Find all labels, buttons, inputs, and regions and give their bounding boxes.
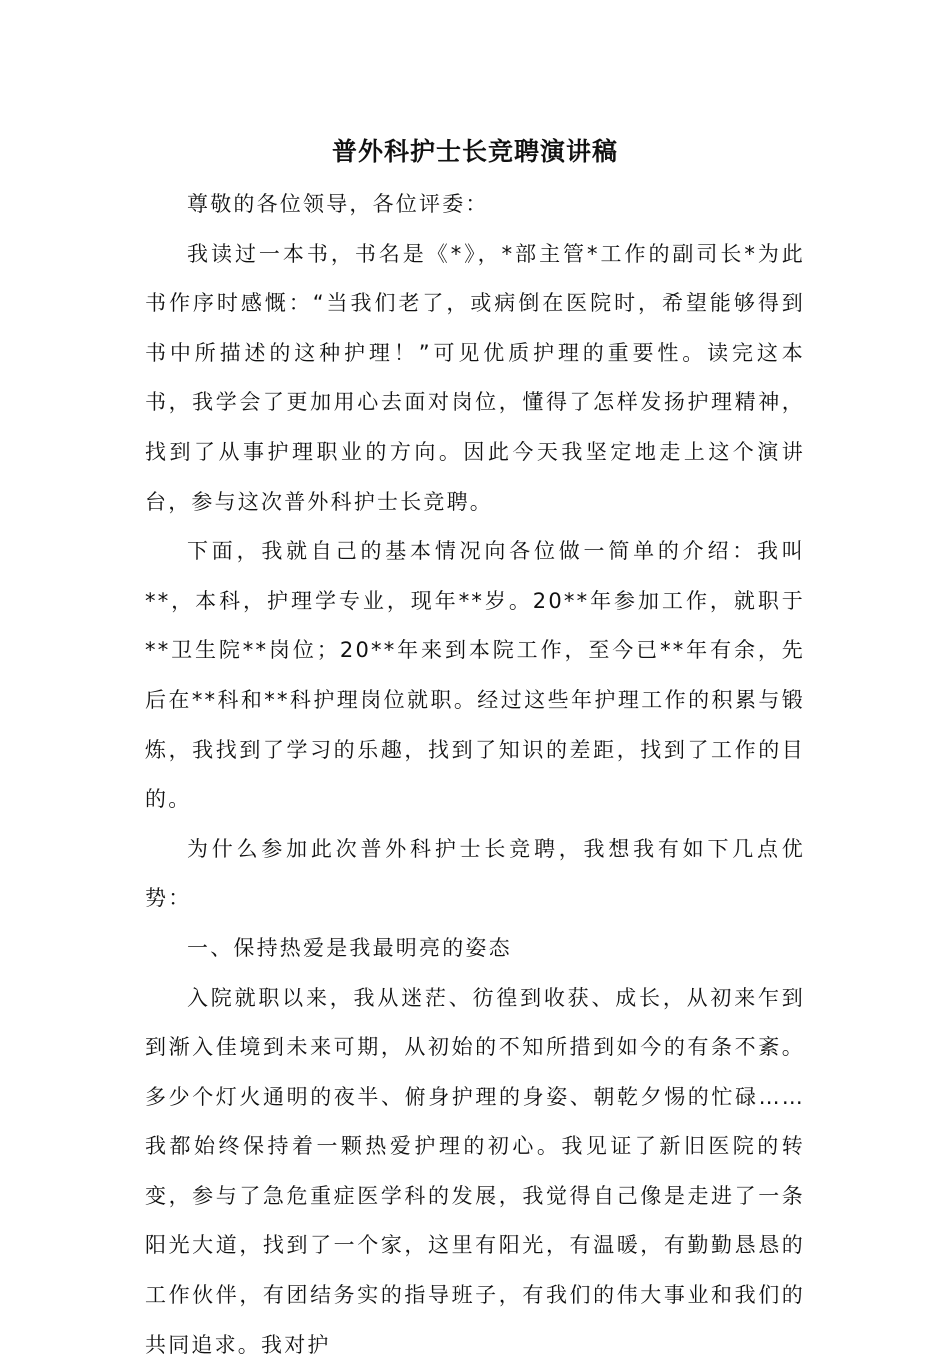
- salutation-paragraph: 尊敬的各位领导，各位评委：: [145, 180, 805, 230]
- body-paragraph: 我读过一本书，书名是《*》，*部主管*工作的副司长*为此书作序时感慨：“当我们老了，或病倒在医院时，希望能够得到书中所描述的这种护理！”可见优质护理的重要性。读完这本书，我学会了更加用心去面对岗位，懂得了怎样发扬护理精神，找到了从事护理职业的方向。因此今天我坚定地走上这个演讲台，参与这次普外科护士长竞聘。: [145, 230, 805, 528]
- body-paragraph: 为什么参加此次普外科护士长竞聘，我想我有如下几点优势：: [145, 825, 805, 924]
- section-heading: 一、保持热爱是我最明亮的姿态: [145, 924, 805, 974]
- body-paragraph: 入院就职以来，我从迷茫、彷徨到收获、成长，从初来乍到到渐入佳境到未来可期，从初始的不知所措到如今的有条不紊。多少个灯火通明的夜半、俯身护理的身姿、朝乾夕惕的忙碌……我都始终保持着一颗热爱护理的初心。我见证了新旧医院的转变，参与了急危重症医学科的发展，我觉得自己像是走进了一条阳光大道，找到了一个家，这里有阳光，有温暖，有勤勤恳恳的工作伙伴，有团结务实的指导班子，有我们的伟大事业和我们的共同追求。我对护: [145, 974, 805, 1370]
- body-paragraph: 下面，我就自己的基本情况向各位做一简单的介绍：我叫**，本科，护理学专业，现年**岁。20**年参加工作，就职于**卫生院**岗位；20**年来到本院工作，至今已**年有余，先后在**科和**科护理岗位就职。经过这些年护理工作的积累与锻炼，我找到了学习的乐趣，找到了知识的差距，找到了工作的目的。: [145, 527, 805, 825]
- document-title: 普外科护士长竞聘演讲稿: [0, 134, 950, 170]
- document-body: [145, 180, 805, 1370]
